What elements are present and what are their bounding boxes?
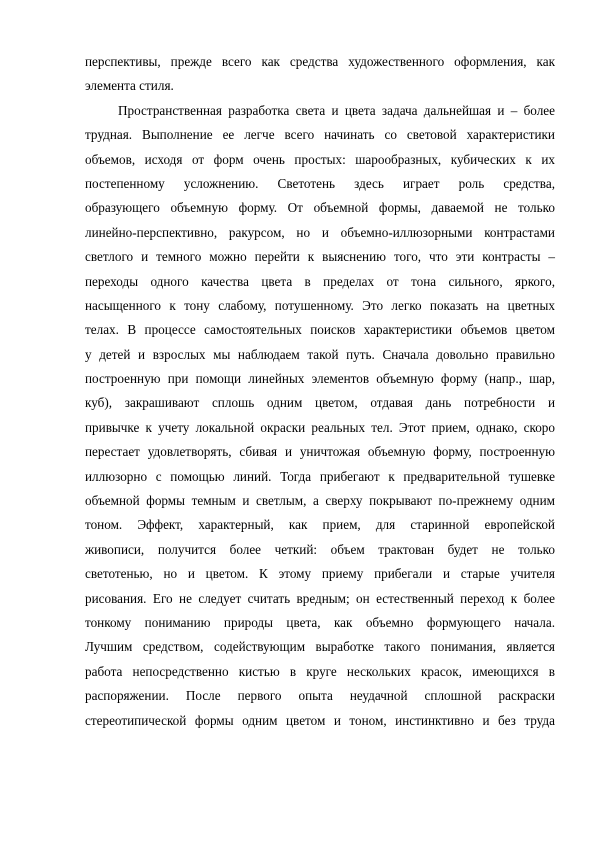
text-line: светотенью, но и цветом. К этому приему прибегали и старые учителя	[85, 566, 555, 582]
text-line: живописи, получится более четкий: объем трактован будет не только	[85, 541, 555, 557]
text-line: перестает удовлетворять, сбивая и уничтожая объемную форму, построенную	[85, 444, 555, 460]
body-text	[85, 50, 555, 733]
text-line: привычке к учету локальной окраски реальных тел. Этот прием, однако, скоро	[85, 419, 555, 435]
text-line: работа непосредственно кистью в круге нескольких красок, имеющихся в	[85, 663, 555, 679]
text-line: куб), закрашивают сплошь одним цветом, отдавая дань потребности и	[85, 395, 555, 411]
text-line: трудная. Выполнение ее легче всего начинать со световой характеристики	[85, 127, 555, 143]
text-line: объемов, исходя от форм очень простых: шарообразных, кубических к их	[85, 151, 555, 167]
text-line: образующего объемную форму. От объемной формы, даваемой не только	[85, 200, 555, 216]
text-line: светлого и темного можно перейти к выяснению того, что эти контрасты –	[85, 249, 555, 265]
text-line: стереотипической формы одним цветом и тоном, инстинктивно и без труда	[85, 712, 555, 728]
text-line: рисования. Его не следует считать вредным; он естественный переход к более	[85, 590, 555, 606]
text-line: перспективы, прежде всего как средства художественного оформления, как	[85, 54, 555, 69]
paragraph-first-line: Пространственная разработка света и цвета задача дальнейшая и – более	[118, 102, 555, 118]
text-line: насыщенного к тону слабому, потушенному. Это легко показать на цветных	[85, 297, 555, 313]
text-line: у детей и взрослых мы наблюдаем такой путь. Сначала довольно правильно	[85, 346, 555, 362]
text-line: телах. В процессе самостоятельных поисков характеристики объемов цветом	[85, 322, 555, 338]
text-line: тонкому пониманию природы цвета, как объемно формующего начала.	[85, 614, 555, 630]
text-line: элемента стиля.	[85, 78, 174, 94]
text-line: иллюзорно с помощью линий. Тогда прибегают к предварительной тушевке	[85, 468, 555, 484]
text-line: Лучшим средством, содействующим выработке такого понимания, является	[85, 639, 555, 655]
text-line: постепенному усложнению. Светотень здесь играет роль средства,	[85, 175, 555, 191]
text-line: переходы одного качества цвета в пределах от тона сильного, яркого,	[85, 273, 555, 289]
text-line: линейно-перспективно, ракурсом, но и объемно-иллюзорными контрастами	[85, 224, 555, 240]
text-line: объемной формы темным и светлым, а сверху покрывают по-прежнему одним	[85, 493, 555, 509]
text-line: тоном. Эффект, характерный, как прием, для старинной европейской	[85, 517, 555, 533]
text-line: построенную при помощи линейных элементов объемную форму (напр., шар,	[85, 371, 555, 387]
text-line: распоряжении. После первого опыта неудачной сплошной раскраски	[85, 688, 555, 704]
